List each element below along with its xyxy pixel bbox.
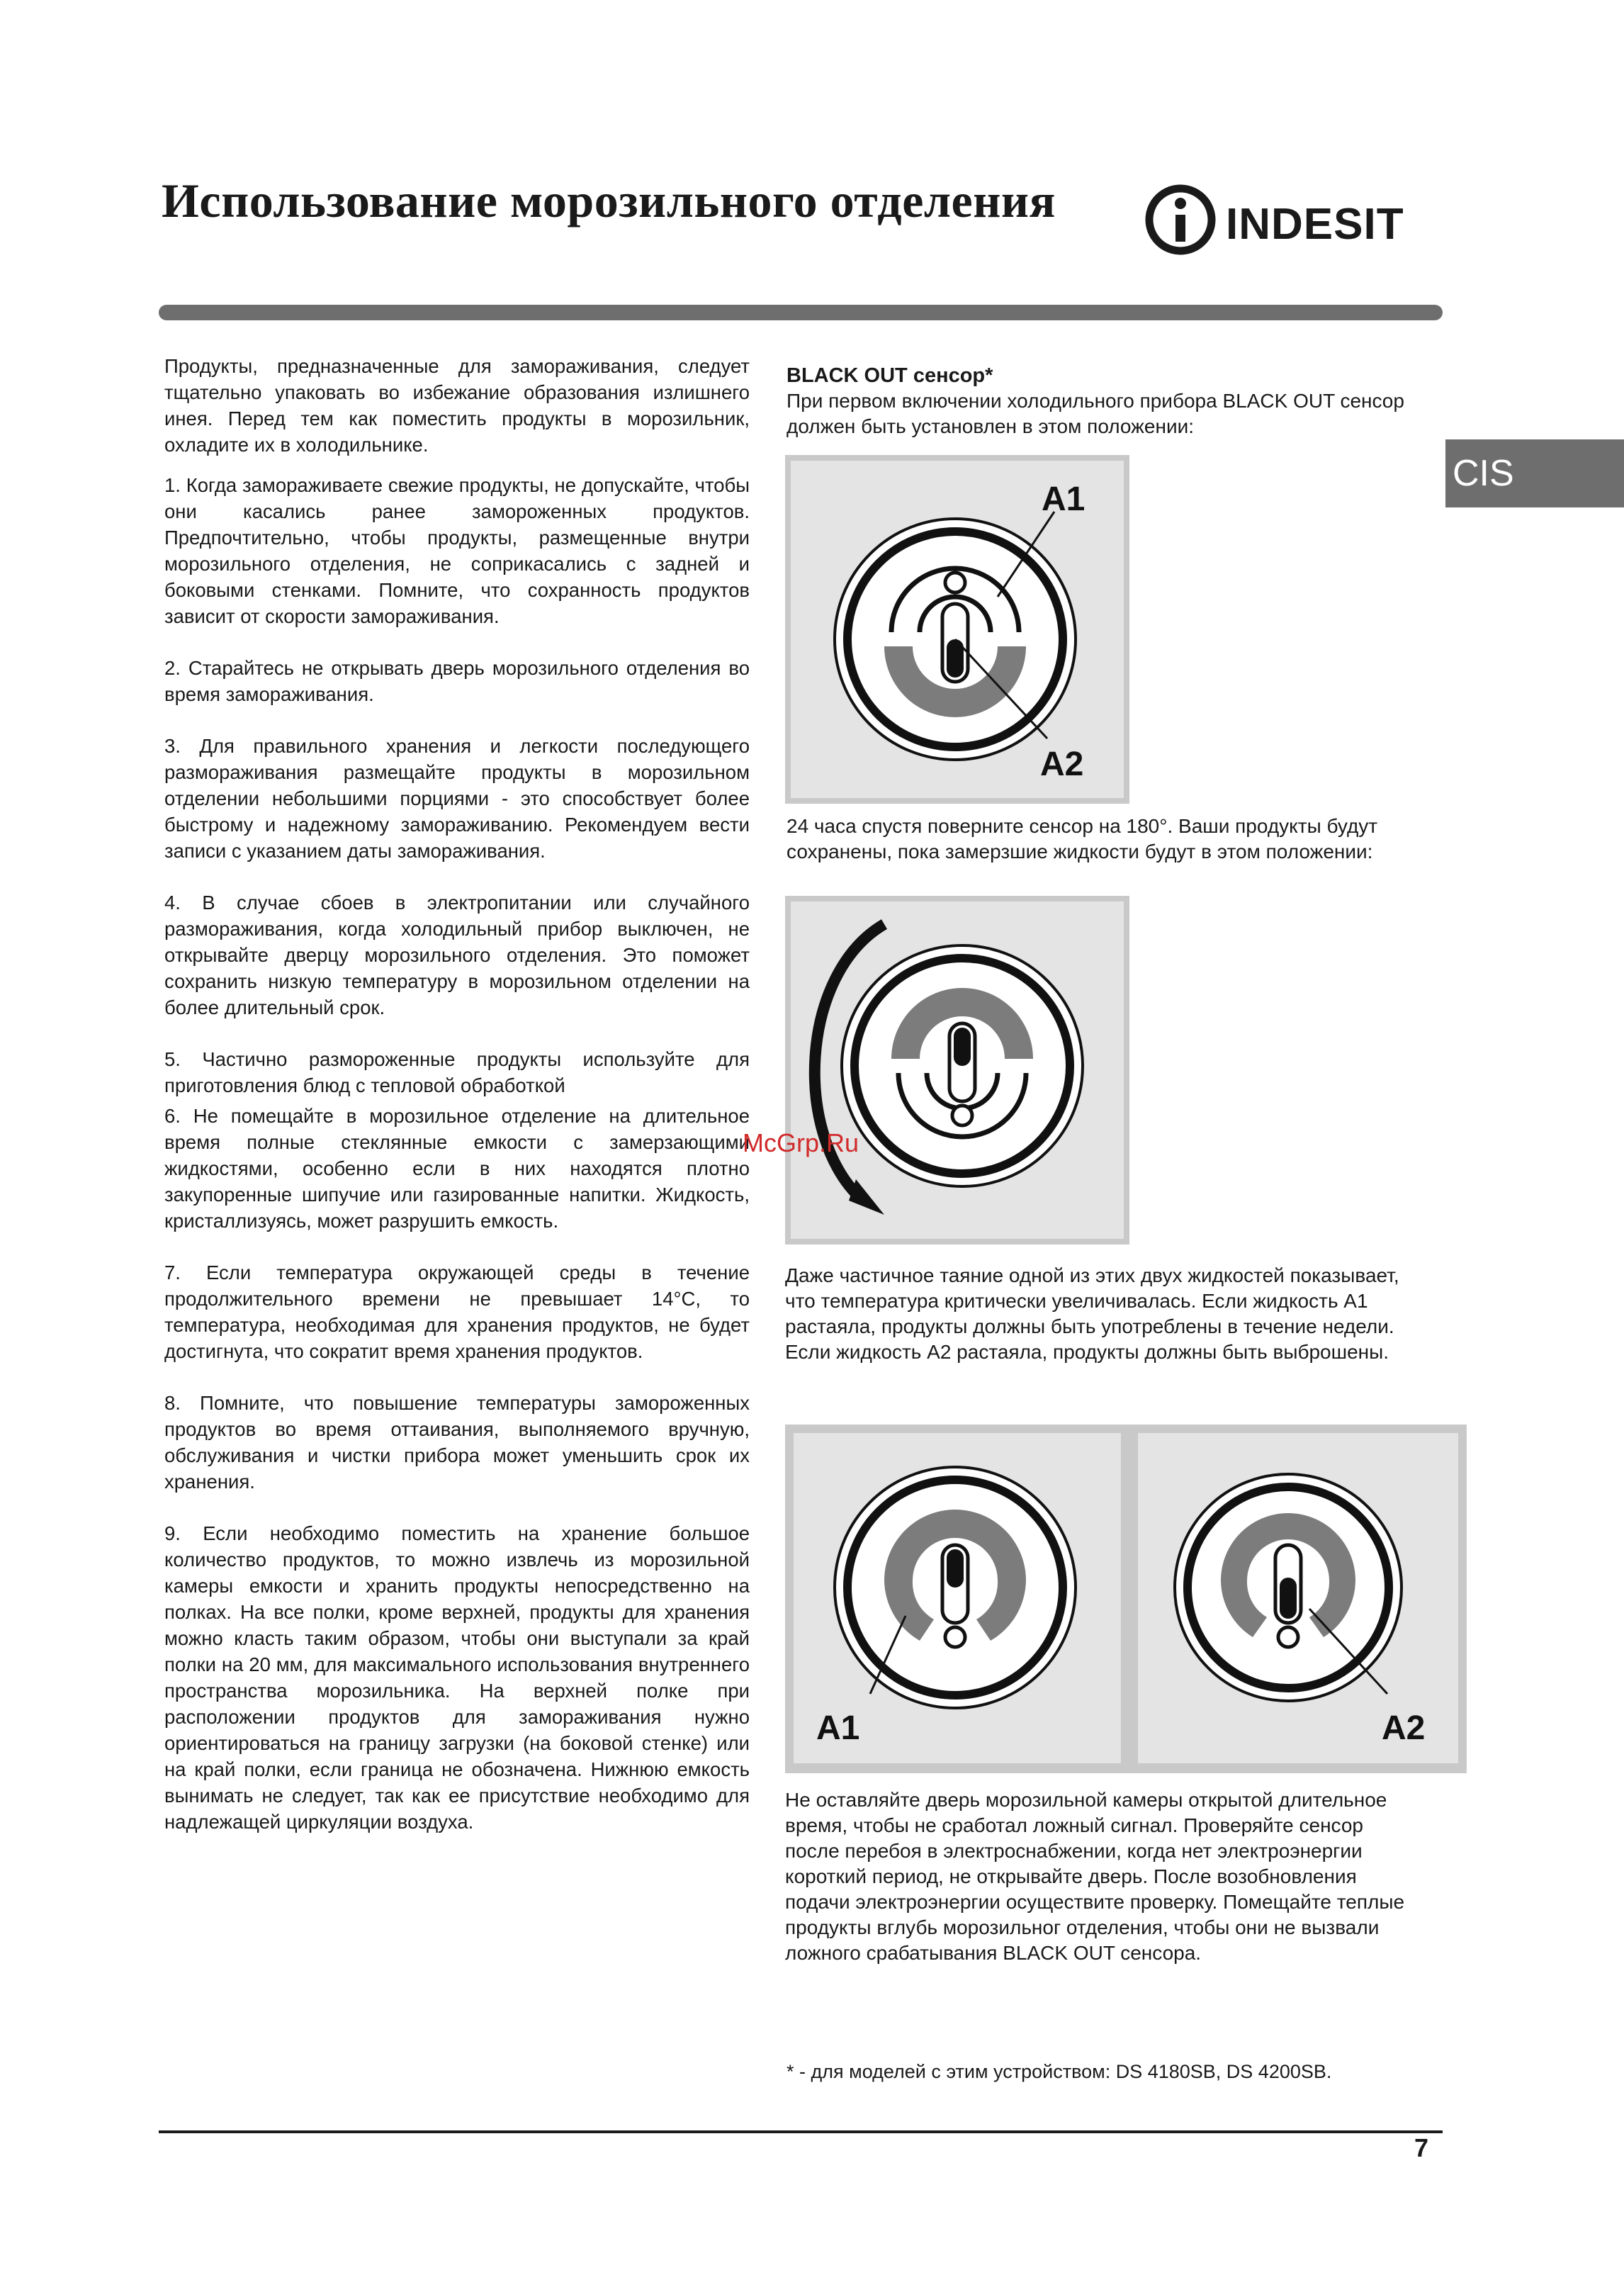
page-number: 7 [1414,2133,1429,2162]
after-fig3-text: Не оставляйте дверь морозильной камеры открытой длительное время, чтобы не сработал ложный сигнал. Проверяйте сенсор после перебоя в электроснабжении, когда нет электроэнергии короткий период, не открывайте дверь. После возобновления подачи электроэнергии осуществите проверку. Помещайте теплые продукты вглубь морозильног отделения, чтобы они не вызвали ложного срабатывания BLACK OUT сенсора. [785,1789,1405,1964]
after-fig2-text: Даже частичное таяние одной из этих двух жидкостей показывает, что температура критически увеличивалась. Если жидкость A1 растаяла, продукты должны быть употреблены в течение недели. Если жидкость A2 растаяла, продукты должны быть выброшены. [785,1264,1399,1363]
tip-2: 2. Старайтесь не открывать дверь морозильного отделения во время замораживания. [164,657,750,705]
intro-paragraph: Продукты, предназначенные для замораживания, следует тщательно упаковать во избежание образования излишнего инея. Перед тем как поместить продукты в морозильник, охладите их в холодильнике. [164,355,750,456]
header-divider [159,305,1443,320]
tip-1: 1. Когда замораживаете свежие продукты, не допускайте, чтобы они касались ранее замороженных продуктов. Предпочтительно, чтобы продукты, размещенные внутри морозильного отделения, не соприкасались с задней и боковыми стенками. Помните, что сохранность продуктов зависит от скорости замораживания. [164,474,750,627]
logo-i-dot [1175,198,1186,209]
tip-4: 4. В случае сбоев в электропитании или случайного размораживания, когда холодильный прибор выключен, не открывайте дверцу морозильного отделения. Это поможет сохранить низкую температуру в морозильном отделении на более длительный срок. [164,892,750,1018]
footer-divider [159,2130,1443,2133]
tip-8: 8. Помните, что повышение температуры замороженных продуктов во время оттаивания, выполняемого вручную, обслуживания и чистки прибора может уменьшить срок их хранения. [164,1392,750,1493]
fig1-label-a2: A2 [1040,746,1084,783]
fig1-label-a1: A1 [1042,481,1086,518]
blackout-heading: BLACK OUT сенсор* [786,364,993,387]
after-fig1-text: 24 часа спустя поверните сенсор на 180°. Ваши продукты будут сохранены, пока замерзшие жидкости будут в этом положении: [786,815,1378,863]
tip-3: 3. Для правильного хранения и легкости последующего размораживания размещайте продукты в морозильном отделении небольшими порциями - это способствует более быстрому и надежному замораживанию. Рекомендуем вести записи с указанием даты замораживания. [164,735,750,862]
left-column [164,353,750,1835]
figure-sensor-rotated [785,896,1129,1245]
after-fig1-block [786,814,1410,865]
after-fig3-block [785,1787,1409,1966]
logo-i-stem [1175,215,1185,242]
tip-6: 6. Не помещайте в морозильное отделение на длительное время полные стеклянные емкости с замерзающими жидкостями, особенно если в них находятся плотно закупоренные шипучие или газированные напитки. Жидкость, кристаллизуясь, может разрушить емкость. [164,1105,750,1232]
fig3-label-a1: A1 [816,1709,860,1747]
logo-wordmark: INDESIT [1226,200,1404,249]
tip-9: 9. Если необходимо поместить на хранение большое количество продуктов, то можно извлечь из морозильной камеры емкости и хранить продукты непосредственно на полках. На все полки, кроме верхней, продукты для хранения можно класть таким образом, чтобы они выступали за край полки на 20 мм, для максимального использования внутреннего пространства морозильника. На верхней полке при расположении продуктов для замораживания нужно ориентироваться на границу загрузки (на боковой стенке) или на край полки, если граница не обозначена. Нижнюю емкость вынимать не следует, так как ее присутствие необходимо для надлежащей циркуляции воздуха. [164,1522,750,1833]
fig3-label-a2: A2 [1382,1709,1426,1747]
page-title: Использование морозильного отделения [162,174,1056,227]
tip-7: 7. Если температура окружающей среды в течение продолжительного времени не превышает 14°C, то температура, необходимая для хранения продуктов, не будет достигнута, что сократит время хранения продуктов. [164,1262,750,1362]
tip-5: 5. Частично размороженные продукты используйте для приготовления блюд с тепловой обработкой [164,1048,750,1096]
indesit-logo [1142,181,1426,259]
figure-sensor-initial [785,455,1129,804]
watermark: McGrp.Ru [743,1128,859,1157]
blackout-intro-block [786,363,1424,439]
figure-sensor-thawed [785,1425,1467,1773]
language-tab: CIS [1445,439,1624,507]
footnote: * - для моделей с этим устройством: DS 4180SB, DS 4200SB. [786,2061,1332,2082]
after-fig2-block [785,1263,1423,1365]
blackout-intro: При первом включении холодильного прибора BLACK OUT сенсор должен быть установлен в этом положении: [786,390,1404,437]
